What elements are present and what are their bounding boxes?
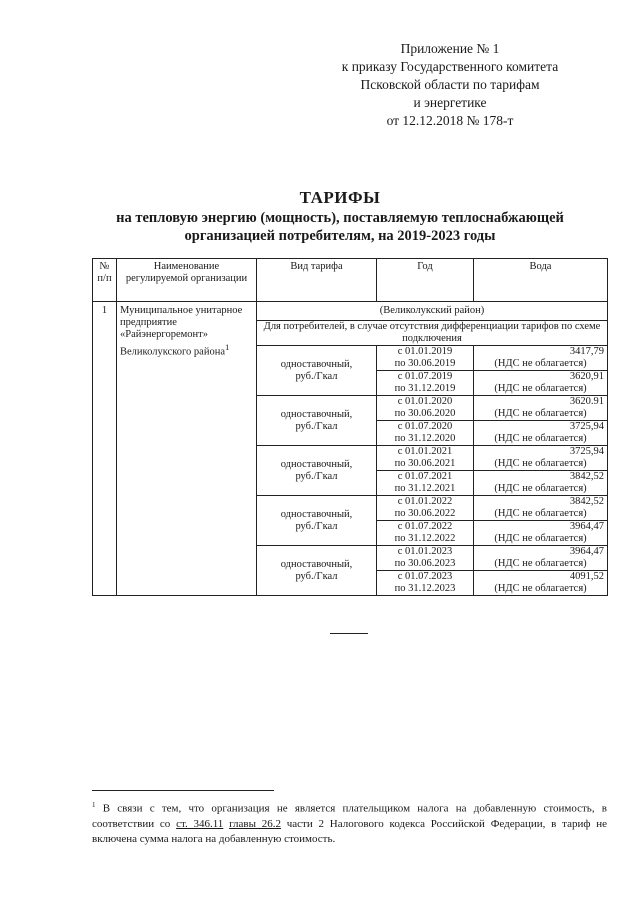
tariff-type-cell: одноставочный, руб./Гкал [257, 496, 377, 546]
period-cell: с 01.07.2023 по 31.12.2023 [377, 571, 474, 596]
appendix-order-date: от 12.12.2018 № 178-т [386, 113, 514, 128]
header-number: № п/п [93, 259, 117, 302]
document-title [60, 187, 620, 245]
header-year: Год [377, 259, 474, 302]
condition-label: Для потребителей, в случае отсутствия дифференциации тарифов по схеме подключения [257, 321, 608, 346]
water-value-cell: 3725,94 (НДС не облагается) [474, 446, 608, 471]
header-tariff-type: Вид тарифа [257, 259, 377, 302]
period-cell: с 01.01.2020 по 30.06.2020 [377, 396, 474, 421]
period-cell: с 01.01.2019 по 30.06.2019 [377, 346, 474, 371]
water-value-cell: 3725,94 (НДС не облагается) [474, 421, 608, 446]
water-value-cell: 4091,52 (НДС не облагается) [474, 571, 608, 596]
appendix-header [300, 40, 600, 130]
water-value-cell: 3620.91 (НДС не облагается) [474, 396, 608, 421]
footnote-law-ref-1: ст. 346.11 [176, 817, 224, 830]
period-cell: с 01.01.2021 по 30.06.2021 [377, 446, 474, 471]
title-subtitle-line1: на тепловую энергию (мощность), поставляемую теплоснабжающей [116, 210, 564, 226]
period-cell: с 01.07.2022 по 31.12.2022 [377, 521, 474, 546]
footnote-text-1: В связи с тем, что организация не является плательщиком налога на добавленную стоимость, в соответствии со [92, 802, 607, 830]
period-cell: с 01.01.2023 по 30.06.2023 [377, 546, 474, 571]
organization-name: Муниципальное унитарное предприятие «Райэнергоремонт» Великолукского района$^1$ [117, 302, 257, 596]
tariff-type-cell: одноставочный, руб./Гкал [257, 396, 377, 446]
water-value-cell: 3964,47 (НДС не облагается) [474, 546, 608, 571]
header-water: Вода [474, 259, 608, 302]
footnote-number: 1 [92, 801, 96, 809]
row-number: 1 [93, 302, 117, 596]
water-value-cell: 3842,52 (НДС не облагается) [474, 471, 608, 496]
footnote-text-3: части 2 Налогового кодекса Российской Федерации, в тариф не включена сумма налога на добавленную стоимость. [92, 817, 607, 845]
appendix-title: Приложение № 1 [400, 41, 500, 56]
footnote-law-ref-2: главы 26.2 [229, 817, 281, 830]
appendix-committee: Псковской области по тарифам [360, 77, 540, 92]
period-cell: с 01.07.2019 по 31.12.2019 [377, 371, 474, 396]
table-header-row [93, 259, 608, 302]
period-cell: с 01.07.2020 по 31.12.2020 [377, 421, 474, 446]
footnote-marker: 1 [225, 342, 230, 352]
water-value-cell: 3417,79 (НДС не облагается) [474, 346, 608, 371]
region-label: (Великолукский район) [257, 302, 608, 321]
water-value-cell: 3964,47 (НДС не облагается) [474, 521, 608, 546]
period-cell: с 01.07.2021 по 31.12.2021 [377, 471, 474, 496]
appendix-order-ref: к приказу Государственного комитета [341, 59, 559, 74]
title-main: ТАРИФЫ [299, 188, 381, 207]
section-divider [330, 633, 368, 634]
appendix-committee-end: и энергетике [413, 95, 487, 110]
period-cell: с 01.01.2022 по 30.06.2022 [377, 496, 474, 521]
footnote [92, 798, 607, 847]
title-subtitle-line2: организацией потребителям, на 2019-2023 годы [184, 228, 496, 244]
header-organization: Наименование регулируемой организации [117, 259, 257, 302]
tariff-type-cell: одноставочный, руб./Гкал [257, 546, 377, 596]
footnote-separator [92, 790, 274, 791]
water-value-cell: 3842,52 (НДС не облагается) [474, 496, 608, 521]
water-value-cell: 3620,91 (НДС не облагается) [474, 371, 608, 396]
table-row [93, 302, 608, 321]
tariff-type-cell: одноставочный, руб./Гкал [257, 346, 377, 396]
tariff-type-cell: одноставочный, руб./Гкал [257, 446, 377, 496]
tariff-table [92, 258, 608, 596]
